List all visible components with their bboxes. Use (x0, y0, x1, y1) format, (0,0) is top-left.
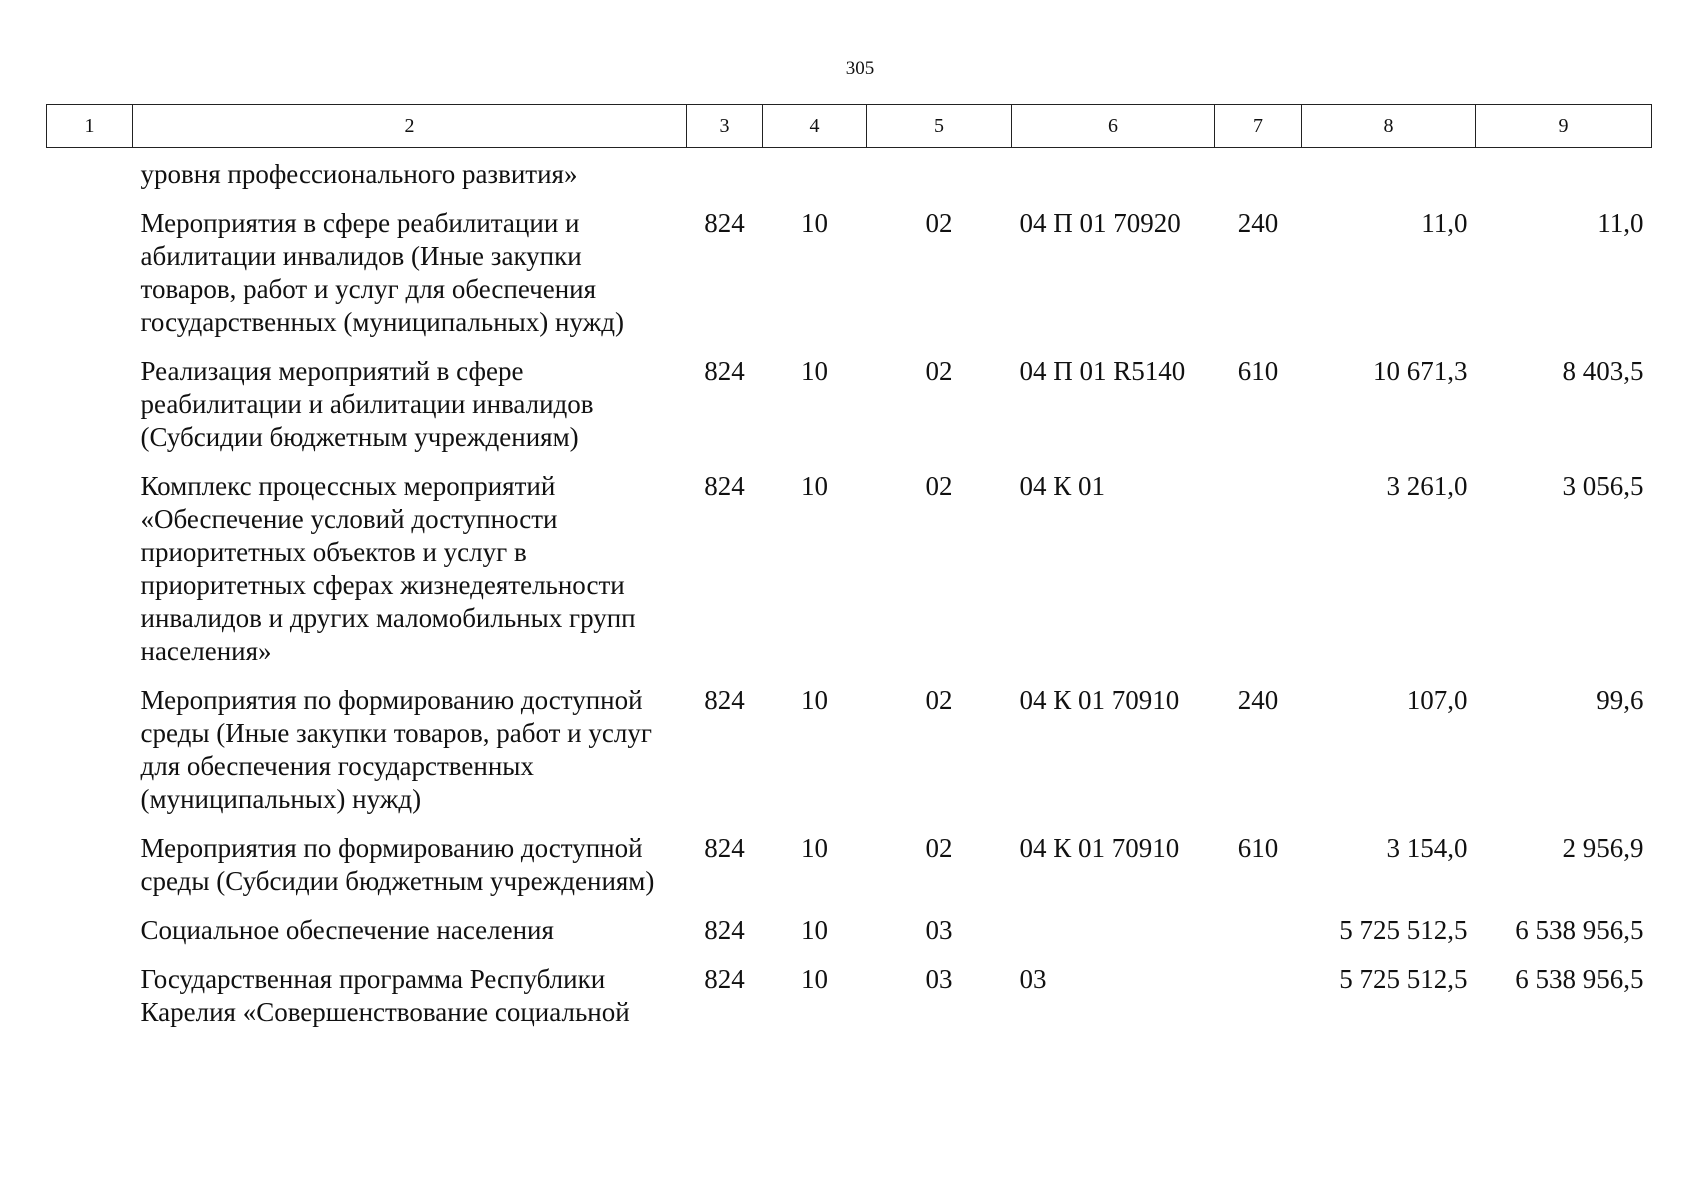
column-number-header-row (47, 105, 1652, 148)
row-subsection: 02 (925, 471, 953, 501)
row-name: Мероприятия в сфере реабилитации и абилитации инвалидов (Иные закупки товаров, работ и услуг для обеспечения государственных (муниципальных) нужд) (140, 208, 625, 337)
row-admin-code: 824 (704, 208, 745, 238)
row-target-article: 04 К 01 (1019, 471, 1106, 501)
row-section: 10 (801, 833, 828, 863)
row-section: 10 (801, 356, 828, 386)
row-expense-type: 610 (1237, 356, 1279, 386)
empty-cell (47, 914, 133, 963)
table-row (47, 684, 1652, 832)
row-sum-year-1: 107,0 (1406, 685, 1468, 715)
row-admin-code: 824 (704, 964, 745, 994)
table-row (47, 207, 1652, 355)
row-subsection: 03 (925, 964, 953, 994)
row-subsection: 02 (925, 356, 953, 386)
row-admin-code: 824 (704, 685, 745, 715)
row-sum-year-1: 5 725 512,5 (1339, 964, 1468, 994)
column-header-6: 6 (1012, 105, 1215, 148)
row-section: 10 (801, 685, 828, 715)
empty-cell (47, 207, 133, 355)
row-sum-year-1 (1302, 148, 1476, 208)
page-number: 305 (845, 58, 875, 79)
column-header-1: 1 (47, 105, 133, 148)
row-expense-type (1215, 148, 1302, 208)
empty-cell (47, 684, 133, 832)
row-section: 10 (801, 964, 828, 994)
row-admin-code: 824 (704, 356, 745, 386)
row-subsection: 03 (925, 915, 953, 945)
table-row (47, 963, 1652, 1045)
row-sum-year-1: 3 154,0 (1386, 833, 1468, 863)
empty-cell (47, 470, 133, 684)
row-target-article: 04 П 01 R5140 (1019, 356, 1186, 386)
column-header-2: 2 (133, 105, 687, 148)
column-header-9: 9 (1476, 105, 1652, 148)
row-expense-type (1215, 470, 1302, 684)
row-admin-code (687, 148, 763, 208)
row-subsection: 02 (925, 833, 953, 863)
row-name: Мероприятия по формированию доступной среды (Субсидии бюджетным учреждениям) (140, 833, 655, 896)
row-subsection: 02 (925, 685, 953, 715)
row-target-article (1012, 148, 1215, 208)
table-row (47, 914, 1652, 963)
row-sum-year-2: 6 538 956,5 (1515, 915, 1644, 945)
budget-table (46, 104, 1652, 1045)
column-header-8: 8 (1302, 105, 1476, 148)
row-sum-year-1: 5 725 512,5 (1339, 915, 1468, 945)
column-header-5: 5 (867, 105, 1012, 148)
row-section (763, 148, 867, 208)
row-name: уровня профессионального развития» (140, 159, 578, 189)
row-target-article: 04 К 01 70910 (1019, 685, 1180, 715)
table-row (47, 148, 1652, 208)
row-target-article: 03 (1019, 964, 1047, 994)
row-name: Государственная программа Республики Карелия «Совершенствование социальной (140, 964, 630, 1027)
row-expense-type: 240 (1237, 208, 1279, 238)
row-expense-type: 240 (1237, 685, 1279, 715)
table-row (47, 355, 1652, 470)
row-sum-year-2: 2 956,9 (1562, 833, 1644, 863)
row-name: Социальное обеспечение населения (140, 915, 554, 945)
row-target-article: 04 К 01 70910 (1019, 833, 1180, 863)
row-sum-year-1: 10 671,3 (1373, 356, 1468, 386)
row-sum-year-2: 11,0 (1597, 208, 1644, 238)
column-header-7: 7 (1215, 105, 1302, 148)
row-sum-year-2: 6 538 956,5 (1515, 964, 1644, 994)
row-sum-year-1: 11,0 (1421, 208, 1468, 238)
empty-cell (47, 148, 133, 208)
row-target-article: 04 П 01 70920 (1019, 208, 1181, 238)
row-admin-code: 824 (704, 471, 745, 501)
row-admin-code: 824 (704, 833, 745, 863)
column-header-3: 3 (687, 105, 763, 148)
row-section: 10 (801, 915, 828, 945)
row-admin-code: 824 (704, 915, 745, 945)
row-subsection (867, 148, 1012, 208)
row-subsection: 02 (925, 208, 953, 238)
row-sum-year-1: 3 261,0 (1386, 471, 1468, 501)
row-sum-year-2 (1476, 148, 1652, 208)
row-sum-year-2: 3 056,5 (1562, 471, 1644, 501)
empty-cell (47, 963, 133, 1045)
table-row (47, 832, 1652, 914)
row-expense-type (1215, 963, 1302, 1045)
row-expense-type (1215, 914, 1302, 963)
row-section: 10 (801, 208, 828, 238)
row-sum-year-2: 8 403,5 (1562, 356, 1644, 386)
empty-cell (47, 832, 133, 914)
row-section: 10 (801, 471, 828, 501)
row-sum-year-2: 99,6 (1596, 685, 1644, 715)
row-target-article (1012, 914, 1215, 963)
row-name: Реализация мероприятий в сфере реабилитации и абилитации инвалидов (Субсидии бюджетным учреждениям) (140, 356, 594, 452)
row-name: Мероприятия по формированию доступной среды (Иные закупки товаров, работ и услуг для обеспечения государственных (муниципальных) нужд) (140, 685, 652, 814)
table-row (47, 470, 1652, 684)
column-header-4: 4 (763, 105, 867, 148)
empty-cell (47, 355, 133, 470)
row-name: Комплекс процессных мероприятий «Обеспечение условий доступности приоритетных объектов и услуг в приоритетных сферах жизнедеятельности инвалидов и других маломобильных групп населения» (140, 471, 636, 666)
row-expense-type: 610 (1237, 833, 1279, 863)
